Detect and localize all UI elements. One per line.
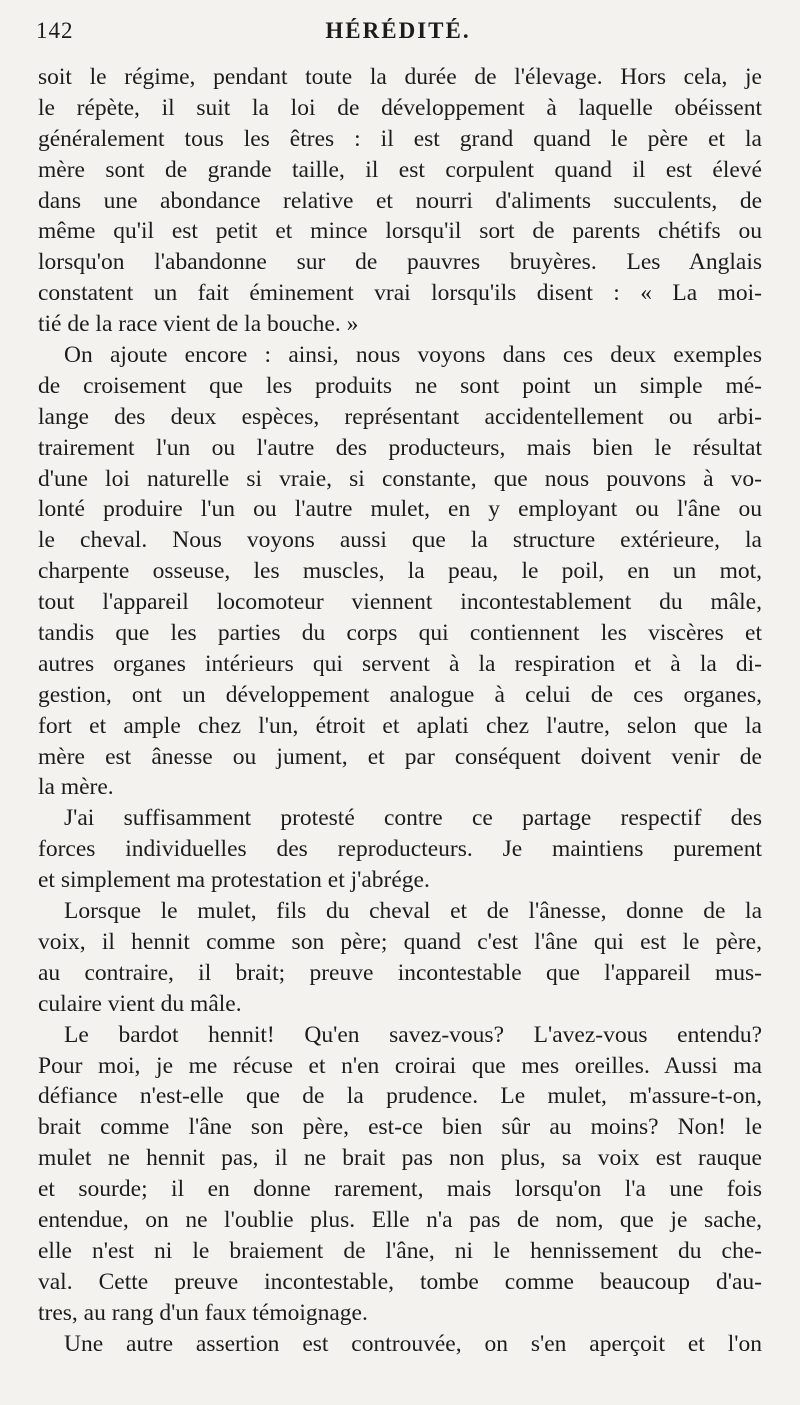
text-line: même qu'il est petit et mince lorsqu'il sort de parents chétifs ou bbox=[38, 218, 762, 245]
text-line: généralement tous les êtres : il est grand quand le père et la bbox=[38, 125, 762, 152]
text-line: J'ai suffisamment protesté contre ce partage respectif des bbox=[64, 805, 762, 832]
text-line: dans une abondance relative et nourri d'aliments succulents, de bbox=[38, 187, 762, 214]
text-line: et sourde; il en donne rarement, mais lorsqu'on l'a une fois bbox=[38, 1176, 762, 1203]
text-line: brait comme l'âne son père, est-ce bien sûr au moins? Non! le bbox=[38, 1114, 762, 1141]
running-title: HÉRÉDITÉ. bbox=[325, 18, 471, 43]
text-line: mulet ne hennit pas, il ne brait pas non plus, sa voix est rauque bbox=[38, 1145, 762, 1172]
text-line: entendue, on ne l'oublie plus. Elle n'a pas de nom, que je sache, bbox=[38, 1206, 762, 1233]
text-line: au contraire, il brait; preuve incontestable que l'appareil mus- bbox=[38, 959, 762, 986]
text-line: forces individuelles des reproducteurs. Je maintiens purement bbox=[38, 836, 762, 863]
text-line: lonté produire l'un ou l'autre mulet, en y employant ou l'âne ou bbox=[38, 496, 762, 523]
text-line: On ajoute encore : ainsi, nous voyons dans ces deux exemples bbox=[64, 342, 762, 369]
text-line: défiance n'est-elle que de la prudence. Le mulet, m'assure-t-on, bbox=[38, 1083, 762, 1110]
text-line: mère est ânesse ou jument, et par conséquent doivent venir de bbox=[38, 743, 762, 770]
text-line: Lorsque le mulet, fils du cheval et de l'ânesse, donne de la bbox=[64, 898, 762, 925]
text-line: la mère. bbox=[38, 774, 114, 801]
text-line: d'une loi naturelle si vraie, si constante, que nous pouvons à vo- bbox=[38, 465, 762, 492]
text-line: tres, au rang d'un faux témoignage. bbox=[38, 1299, 368, 1326]
text-line: fort et ample chez l'un, étroit et aplati chez l'autre, selon que la bbox=[38, 712, 762, 739]
text-line: culaire vient du mâle. bbox=[38, 990, 242, 1017]
text-line: constatent un fait éminement vrai lorsqu'ils disent : « La moi- bbox=[38, 280, 762, 307]
text-line: de croisement que les produits ne sont point un simple mé- bbox=[38, 372, 762, 399]
text-line: autres organes intérieurs qui servent à la respiration et à la di- bbox=[38, 650, 762, 677]
text-line: mère sont de grande taille, il est corpulent quand il est élevé bbox=[38, 156, 762, 183]
text-line: Pour moi, je me récuse et n'en croirai que mes oreilles. Aussi ma bbox=[38, 1052, 762, 1079]
text-line: trairement l'un ou l'autre des producteurs, mais bien le résultat bbox=[38, 434, 762, 461]
text-line: lange des deux espèces, représentant accidentellement ou arbi- bbox=[38, 403, 762, 430]
text-line: et simplement ma protestation et j'abrége. bbox=[38, 867, 430, 894]
page-number: 142 bbox=[36, 18, 74, 43]
text-line: soit le régime, pendant toute la durée de l'élevage. Hors cela, je bbox=[38, 64, 762, 90]
body-text bbox=[38, 62, 762, 1359]
page-header bbox=[36, 18, 760, 52]
text-line: gestion, ont un développement analogue à celui de ces organes, bbox=[38, 681, 762, 708]
text-line: tout l'appareil locomoteur viennent incontestablement du mâle, bbox=[38, 589, 762, 616]
text-line: le cheval. Nous voyons aussi que la structure extérieure, la bbox=[38, 527, 762, 554]
text-line: Le bardot hennit! Qu'en savez-vous? L'avez-vous entendu? bbox=[64, 1021, 762, 1048]
text-line: voix, il hennit comme son père; quand c'est l'âne qui est le père, bbox=[38, 928, 762, 955]
text-line: lorsqu'on l'abandonne sur de pauvres bruyères. Les Anglais bbox=[38, 249, 762, 276]
text-line: val. Cette preuve incontestable, tombe comme beaucoup d'au- bbox=[38, 1268, 762, 1295]
text-line: elle n'est ni le braiement de l'âne, ni le hennissement du che- bbox=[38, 1237, 762, 1264]
text-line: tié de la race vient de la bouche. » bbox=[38, 311, 359, 338]
text-line: charpente osseuse, les muscles, la peau, le poil, en un mot, bbox=[38, 558, 762, 585]
text-line: tandis que les parties du corps qui contiennent les viscères et bbox=[38, 620, 762, 647]
text-line: Une autre assertion est controuvée, on s'en aperçoit et l'on bbox=[64, 1330, 762, 1357]
text-line: le répète, il suit la loi de développement à laquelle obéissent bbox=[38, 94, 762, 121]
